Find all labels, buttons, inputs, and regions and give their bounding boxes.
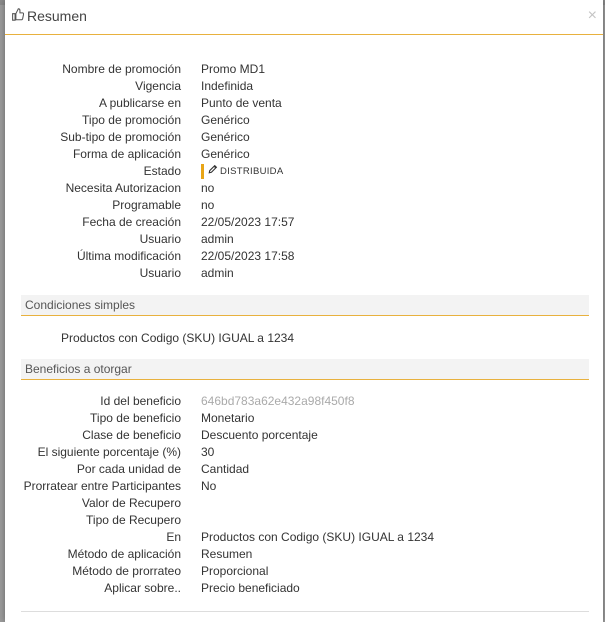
status-value [201,163,283,180]
detail-label: A publicarse en [98,96,181,110]
benefit-label: Id del beneficio [100,394,181,408]
divider [21,611,589,612]
benefit-row [5,478,603,495]
detail-row [5,231,603,248]
status-indicator [201,164,204,179]
detail-row [5,78,603,95]
detail-value: Punto de venta [201,96,282,110]
detail-label: Última modificación [76,249,181,263]
benefit-row [5,563,603,580]
benefit-id-value: 646bd783a62e432a98f450f8 [201,394,355,408]
benefit-row [5,580,603,597]
benefit-row [5,427,603,444]
benefit-value: 30 [201,445,215,459]
detail-row [5,265,603,282]
benefit-row [5,461,603,478]
pencil-icon [208,163,220,180]
detail-row [5,129,603,146]
detail-row [5,197,603,214]
benefit-label: Tipo de Recupero [86,513,181,527]
detail-label: Usuario [139,266,181,280]
detail-label: Vigencia [135,79,181,93]
benefits-section-header: Beneficios a otorgar [21,359,589,380]
detail-label: Nombre de promoción [62,62,181,76]
benefit-label: Aplicar sobre.. [104,581,181,595]
summary-modal [5,0,603,622]
benefit-label: En [166,530,181,544]
modal-title-text: Resumen [27,8,87,24]
detail-label: Fecha de creación [82,215,181,229]
detail-value: Indefinida [201,79,254,93]
detail-row [5,95,603,112]
detail-row [5,61,603,78]
benefit-value: Productos con Codigo (SKU) IGUAL a 1234 [201,530,435,544]
detail-row [5,214,603,231]
modal-title [11,8,87,24]
modal-header [5,0,603,35]
detail-label: Tipo de promoción [82,113,181,127]
benefit-label: Valor de Recupero [81,496,181,510]
detail-label: Estado [143,164,181,178]
detail-label: Sub-tipo de promoción [60,130,181,144]
benefit-label: El siguiente porcentaje (%) [37,445,181,459]
detail-value: Genérico [201,130,250,144]
benefit-row [5,529,603,546]
detail-value: no [201,198,215,212]
benefit-row [5,393,603,410]
detail-label: Programable [112,198,181,212]
detail-value: admin [201,232,234,246]
thumbs-up-icon [11,8,27,24]
detail-row [5,163,603,180]
benefit-label: Método de prorrateo [72,564,181,578]
detail-value: admin [201,266,234,280]
condition-item: Productos con Codigo (SKU) IGUAL a 1234 [61,331,295,345]
benefit-value: Precio beneficiado [201,581,300,595]
detail-row [5,146,603,163]
detail-value: no [201,181,215,195]
benefit-row [5,444,603,461]
conditions-section-header: Condiciones simples [21,295,589,316]
benefit-label: Por cada unidad de [76,462,181,476]
benefit-row [5,410,603,427]
benefit-value: Descuento porcentaje [201,428,318,442]
detail-row [5,180,603,197]
benefit-label: Prorratear entre Participantes [23,479,181,493]
status-text: DISTRIBUIDA [220,166,284,177]
benefit-row [5,495,603,512]
detail-value: 22/05/2023 17:57 [201,215,295,229]
detail-label: Necesita Autorizacion [65,181,181,195]
promotion-details [5,61,603,282]
benefit-label: Tipo de beneficio [90,411,181,425]
detail-value: Genérico [201,147,250,161]
benefit-value: Monetario [201,411,255,425]
detail-row [5,112,603,129]
benefit-details [5,393,603,597]
close-button[interactable]: × [587,7,597,24]
benefit-label: Método de aplicación [67,547,181,561]
benefit-value: Resumen [201,547,253,561]
detail-label: Usuario [139,232,181,246]
benefit-value: No [201,479,217,493]
benefit-value: Proporcional [201,564,269,578]
benefit-row [5,512,603,529]
benefit-row [5,546,603,563]
benefit-value: Cantidad [201,462,250,476]
status-badge [208,163,283,180]
detail-label: Forma de aplicación [72,147,181,161]
detail-value: Promo MD1 [201,62,266,76]
detail-value: Genérico [201,113,250,127]
benefit-label: Clase de beneficio [82,428,181,442]
detail-value: 22/05/2023 17:58 [201,249,295,263]
detail-row [5,248,603,265]
